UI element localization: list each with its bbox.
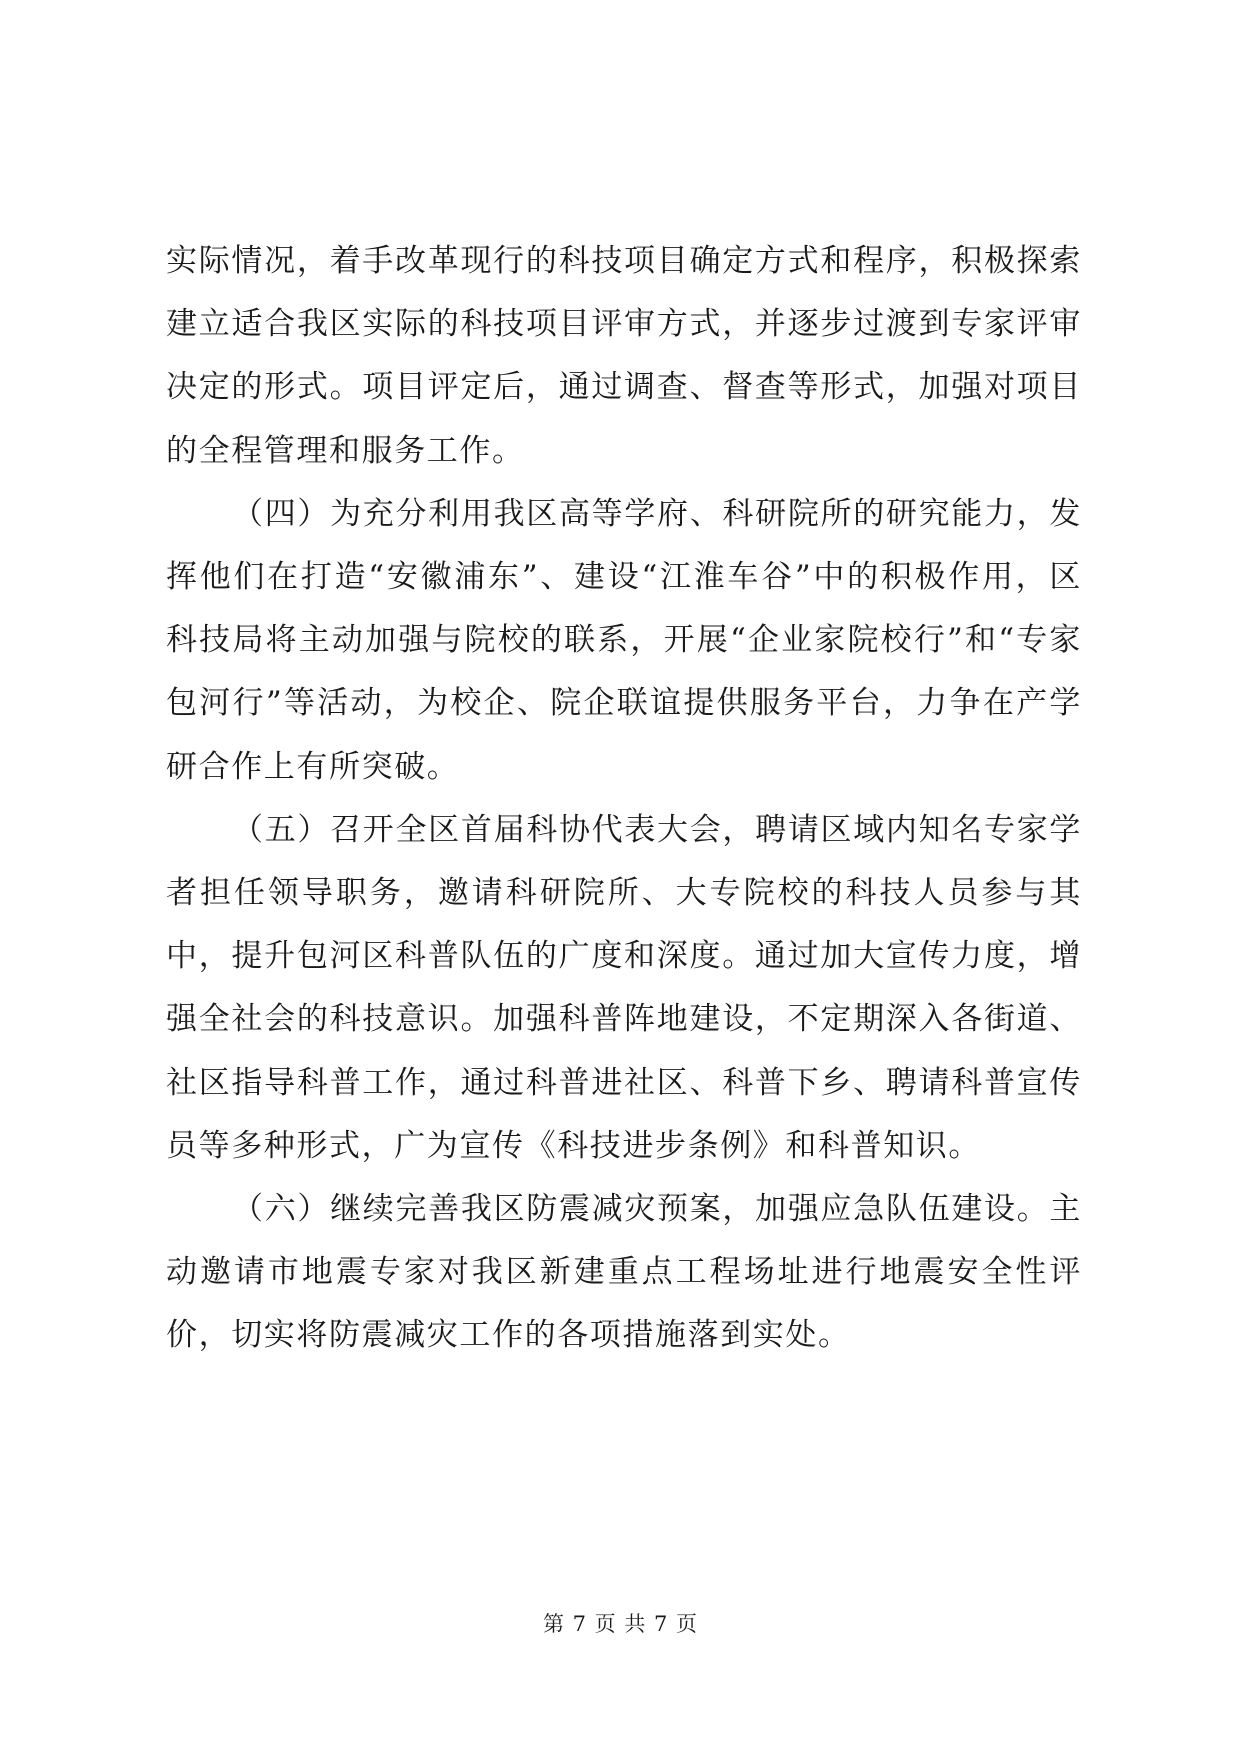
paragraph-item-6: （六）继续完善我区防震减灾预案，加强应急队伍建设。主动邀请市地震专家对我区新建重点工程场址进行地震安全性评价，切实将防震减灾工作的各项措施落到实处。 (166, 1191, 1082, 1354)
page-number-footer: 第 7 页 共 7 页 (542, 1612, 699, 1636)
paragraph-continuation: 实际情况，着手改革现行的科技项目确定方式和程序，积极探索建立适合我区实际的科技项目评审方式，并逐步过渡到专家评审决定的形式。项目评定后，通过调查、督查等形式，加强对项目的全程管理和服务工作。 (166, 243, 1082, 469)
document-body (166, 230, 1082, 1368)
paragraph-item-5: （五）召开全区首届科协代表大会，聘请区域内知名专家学者担任领导职务，邀请科研院所、大专院校的科技人员参与其中，提升包河区科普队伍的广度和深度。通过加大宣传力度，增强全社会的科技意识。加强科普阵地建设，不定期深入各街道、社区指导科普工作，通过科普进社区、科普下乡、聘请科普宣传员等多种形式，广为宣传《科技进步条例》和科普知识。 (166, 811, 1082, 1164)
paragraph-item-4: （四）为充分利用我区高等学府、科研院所的研究能力，发挥他们在打造“安徽浦东”、建设“江淮车谷”中的积极作用，区科技局将主动加强与院校的联系，开展“企业家院校行”和“专家包河行”等活动，为校企、院企联谊提供服务平台，力争在产学研合作上有所突破。 (166, 495, 1082, 785)
